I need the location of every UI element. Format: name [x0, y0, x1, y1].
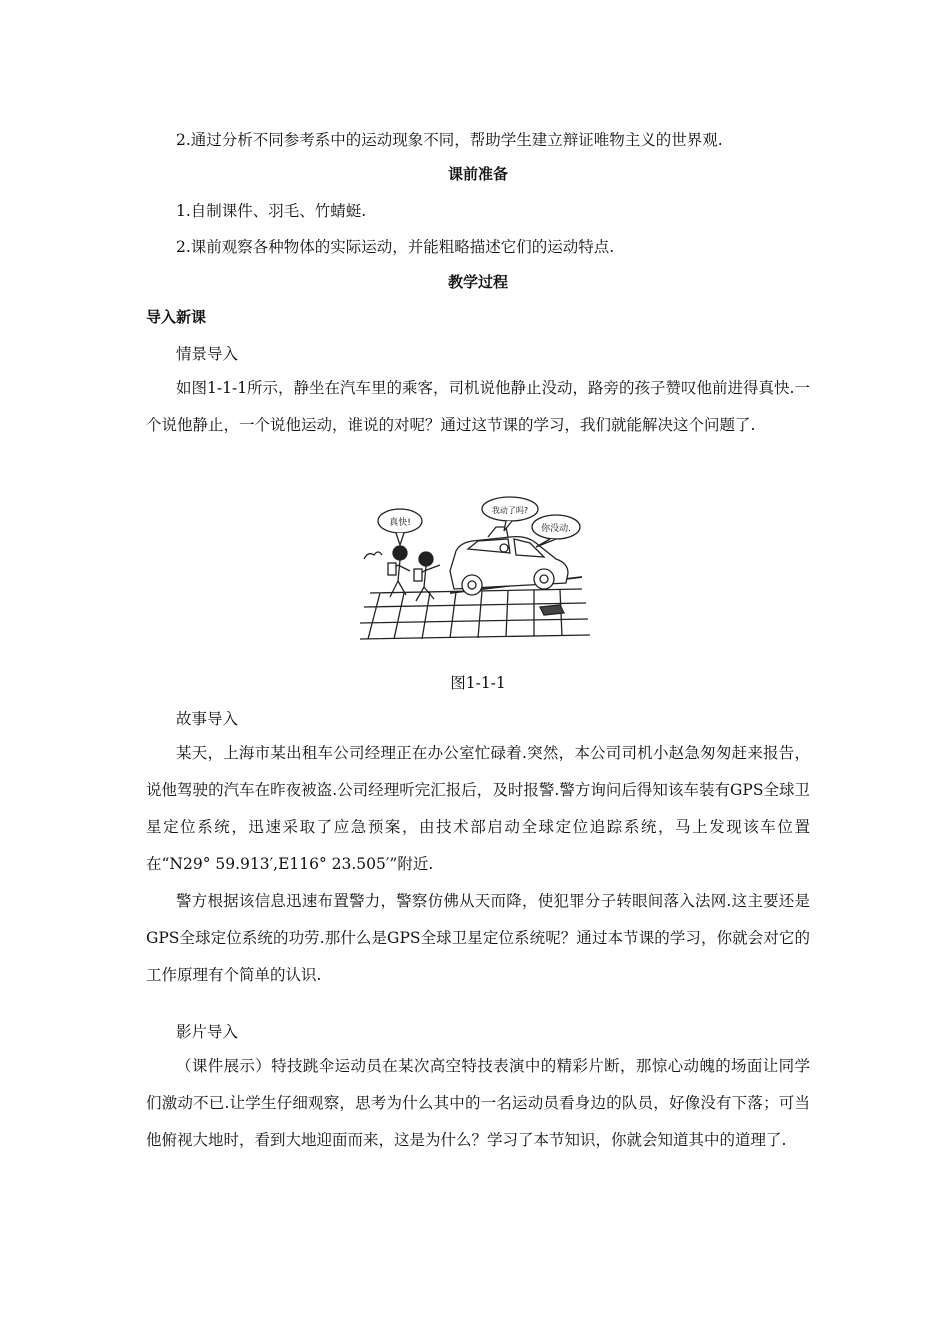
story-intro-label: 故事导入: [176, 710, 239, 728]
story-paragraph-2: 警方根据该信息迅速布置警力，警察仿佛从天而降，使犯罪分子转眼间落入法网.这主要还是GPS全球定位系统的功劳.那什么是GPS全球卫星定位系统呢？通过本节课的学习，你就会对它的工作原理有个简单的认识.: [146, 892, 810, 984]
preparation-item-2: 2.课前观察各种物体的实际运动，并能粗略描述它们的运动特点.: [176, 238, 615, 256]
bubble-text-left: 真快!: [389, 518, 411, 528]
story-paragraph-1: 某天，上海市某出租车公司经理正在办公室忙碌着.突然，本公司司机小赵急匆匆赶来报告，说他驾驶的汽车在昨夜被盗.公司经理听完汇报后，及时报警.警方询问后得知该车装有GPS全球卫星定位系统，迅速采取了应急预案，由技术部启动全球定位追踪系统，马上发现该车位置在“N29° 59.913′,E116° 23.505′”附近.: [146, 744, 810, 873]
car-children-drawing: [360, 493, 592, 653]
subsection-heading-intro: 导入新课: [146, 308, 207, 326]
figure-caption: 图1-1-1: [450, 674, 506, 692]
film-intro-label: 影片导入: [176, 1023, 239, 1041]
objective-item-2: 2.通过分析不同参考系中的运动现象不同，帮助学生建立辩证唯物主义的世界观.: [176, 131, 723, 149]
bubble-text-right: 你没动.: [541, 524, 571, 534]
figure-car-illustration: [360, 493, 592, 653]
preparation-item-1: 1.自制课件、羽毛、竹蜻蜓.: [176, 202, 367, 220]
section-heading-process: 教学过程: [447, 273, 508, 291]
scene-intro-paragraph: 如图1-1-1所示，静坐在汽车里的乘客，司机说他静止没动，路旁的孩子赞叹他前进得真快.一个说他静止，一个说他运动，谁说的对呢？通过这节课的学习，我们就能解决这个问题了.: [146, 379, 810, 434]
bubble-text-middle: 我动了吗?: [491, 506, 529, 515]
section-heading-preparation: 课前准备: [447, 165, 508, 183]
film-intro-paragraph: （课件展示）特技跳伞运动员在某次高空特技表演中的精彩片断，那惊心动魄的场面让同学们激动不已.让学生仔细观察，思考为什么其中的一名运动员看身边的队员，好像没有下落；可当他俯视大地时，看到大地迎面而来，这是为什么？学习了本节知识，你就会知道其中的道理了.: [146, 1057, 810, 1149]
scene-intro-label: 情景导入: [176, 345, 239, 363]
